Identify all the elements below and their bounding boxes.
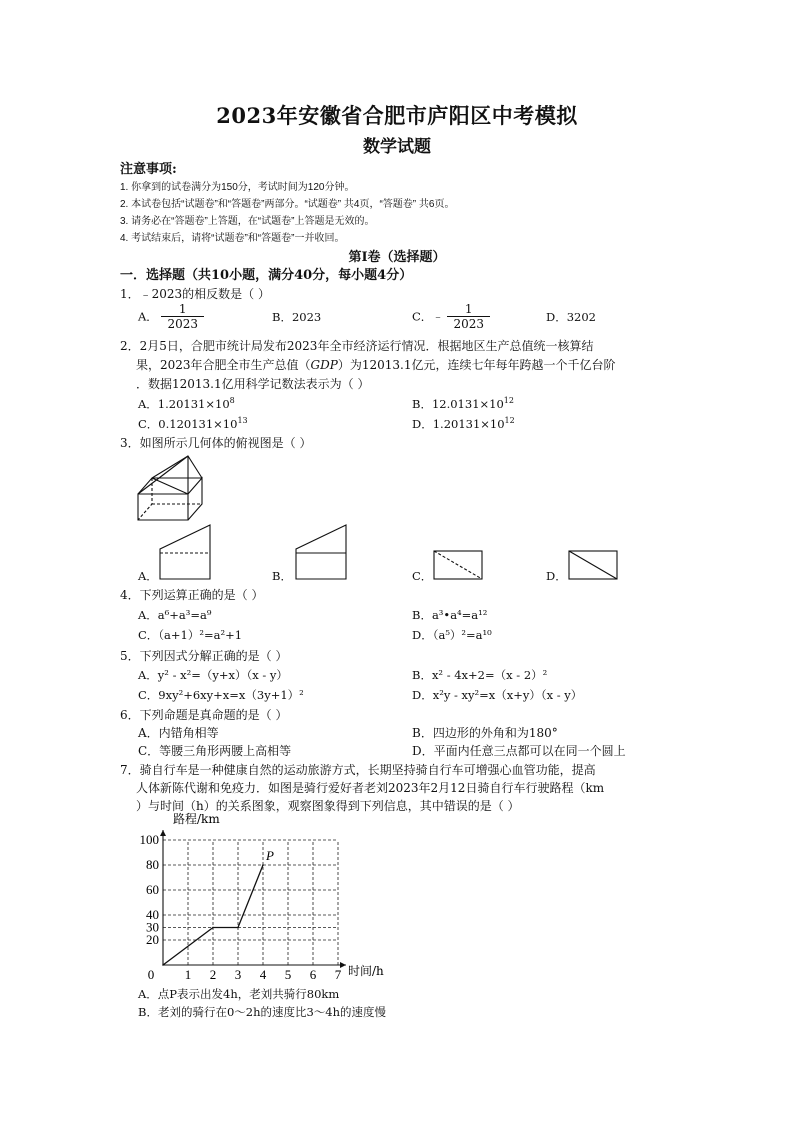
question-6-stem: 6．下列命题是真命题的是（ ） <box>120 708 288 722</box>
option-d-figure <box>567 549 619 581</box>
notice-item: 3. 请务必在“答题卷”上答题，在“试题卷”上答题是无效的。 <box>120 216 375 227</box>
outline <box>296 525 346 579</box>
question-2-option-d <box>412 416 515 432</box>
question-5-option-a: A．y² - x²=（y+x）（x - y） <box>138 668 288 682</box>
notice-item: 1. 你拿到的试卷满分为150分，考试时间为120分钟。 <box>120 182 355 193</box>
exponent: 8 <box>229 396 235 406</box>
part-title: 第Ⅰ卷（选择题） <box>348 250 446 265</box>
question-1-option-a <box>138 302 204 331</box>
question-6-option-c: C．等腰三角形两腰上高相等 <box>138 744 292 758</box>
x-tick-label: 3 <box>234 967 242 982</box>
fraction <box>161 302 204 331</box>
question-3-option-a-label: A． <box>138 569 158 583</box>
denominator: 2023 <box>453 317 485 331</box>
exponent: 12 <box>504 416 515 426</box>
front-face <box>138 494 188 520</box>
question-5-stem: 5．下列因式分解正确的是（ ） <box>120 649 288 663</box>
section-title: 一．选择题（共10小题，满分40分，每小题4分） <box>120 268 413 283</box>
x-tick-label: 0 <box>147 967 155 982</box>
page-title: 2023年安徽省合肥市庐阳区中考模拟 <box>216 103 578 128</box>
question-5-option-b: B．x² - 4x+2=（x - 2）² <box>412 668 548 682</box>
text: D．1.20131×10 <box>412 417 505 431</box>
x-axis-label: 时间/h <box>348 964 384 978</box>
question-2-option-a <box>138 396 235 412</box>
question-3-option-d-label: D． <box>546 569 567 583</box>
right-face <box>188 478 202 520</box>
y-tick-label: 80 <box>146 857 159 872</box>
option-label: C．﹣ <box>412 309 444 324</box>
option-c-figure <box>432 549 484 581</box>
page-subtitle: 数学试题 <box>363 137 431 157</box>
dashed-diagonal <box>434 551 482 579</box>
numerator: 1 <box>161 302 204 317</box>
question-7-line: 人体新陈代谢和免疫力．如图是骑行爱好者老刘2023年2月12日骑自行车行驶路程（km <box>136 781 605 795</box>
fraction <box>447 302 490 331</box>
denominator: 2023 <box>167 317 199 331</box>
x-tick-label: 7 <box>334 967 342 982</box>
question-7-line: 7．骑自行车是一种健康自然的运动旅游方式，长期坚持骑自行车可增强心血管功能，提高 <box>120 763 596 777</box>
y-tick-label: 20 <box>146 932 159 947</box>
question-3-stem: 3．如图所示几何体的俯视图是（ ） <box>120 436 312 450</box>
y-tick-label: 40 <box>146 907 159 922</box>
question-2-option-c <box>138 416 248 432</box>
y-axis-arrow <box>160 830 166 836</box>
question-7-option-a: A．点P表示出发4h，老刘共骑行80km <box>138 987 340 1001</box>
notice-item: 4. 考试结束后，请将“试题卷”和“答题卷”一并收回。 <box>120 233 345 244</box>
text: ）为12013.1亿元，连续七年每年跨越一个千亿台阶 <box>337 358 616 372</box>
wedge-diagonal <box>152 478 188 494</box>
outline <box>160 525 210 579</box>
question-5-option-d: D．x²y - xy²=x（x+y）（x - y） <box>412 688 583 702</box>
question-3-option-c-label: C． <box>412 569 433 583</box>
option-a-figure <box>158 523 214 581</box>
exponent: 13 <box>237 416 248 426</box>
question-2-line: ．数据12013.1亿用科学记数法表示为（ ） <box>136 377 370 391</box>
solid-diagonal <box>569 551 617 579</box>
notice-heading: 注意事项: <box>120 162 177 177</box>
question-4-option-d: D．（a⁵）²=a¹⁰ <box>412 628 492 642</box>
x-tick-label: 5 <box>284 967 292 982</box>
data-point <box>212 927 214 929</box>
data-point <box>262 864 264 866</box>
solid-figure <box>130 450 210 522</box>
text: C．0.120131×10 <box>138 417 238 431</box>
numerator: 1 <box>447 302 490 317</box>
hidden-edges <box>138 478 202 520</box>
x-tick-label: 6 <box>309 967 317 982</box>
question-6-option-d: D．平面内任意三点都可以在同一个圆上 <box>412 744 626 758</box>
question-4-stem: 4．下列运算正确的是（ ） <box>120 588 264 602</box>
option-b-figure <box>294 523 350 581</box>
x-tick-label: 1 <box>184 967 192 982</box>
x-tick-label: 4 <box>259 967 267 982</box>
question-1-option-d: D．3202 <box>546 310 596 324</box>
notice-item: 2. 本试卷包括“试题卷”和“答题卷”两部分。“试题卷” 共4页，“答题卷” 共6页。 <box>120 199 455 210</box>
wedge-top <box>152 456 202 478</box>
question-1-option-b: B．2023 <box>272 310 322 324</box>
exponent: 12 <box>503 396 514 406</box>
question-2-line <box>136 356 615 373</box>
question-2-line: 2．2月5日，合肥市统计局发布2023年全市经济运行情况．根据地区生产总值统一核算结 <box>120 339 594 353</box>
data-point <box>237 927 239 929</box>
question-5-option-c: C．9xy²+6xy+x=x（3y+1）² <box>138 688 304 702</box>
y-tick-label: 30 <box>146 919 159 935</box>
question-2-option-b <box>412 396 514 412</box>
wedge-front <box>138 456 188 494</box>
question-4-option-b: B．a³•a⁴=a¹² <box>412 608 488 622</box>
y-axis-label: 路程/km <box>173 812 220 826</box>
text: B．12.0131×10 <box>412 397 504 411</box>
question-4-option-a: A．a⁶+a³=a⁹ <box>138 608 212 622</box>
question-3-option-b-label: B． <box>272 569 292 583</box>
question-1-stem: 1．﹣2023的相反数是（ ） <box>120 287 270 301</box>
text: A．1.20131×10 <box>138 397 230 411</box>
question-1-option-c <box>412 302 490 331</box>
data-point <box>162 964 164 966</box>
question-7-option-b: B．老刘的骑行在0～2h的速度比3～4h的速度慢 <box>138 1005 387 1019</box>
x-tick-label: 2 <box>209 967 217 982</box>
question-7-line: ）与时间（h）的关系图象，观察图象得到下列信息，其中错误的是（ ） <box>136 799 520 813</box>
question-6-option-a: A．内错角相等 <box>138 726 219 740</box>
question-6-option-b: B．四边形的外角和为180° <box>412 726 558 740</box>
question-4-option-c: C．（a+1）²=a²+1 <box>138 628 243 642</box>
distance-time-chart <box>130 810 400 986</box>
y-tick-label: 100 <box>139 832 159 847</box>
y-tick-label: 60 <box>146 882 159 897</box>
point-p-label: P <box>266 848 274 863</box>
text: 果，2023年合肥全市生产总值（ <box>136 358 311 372</box>
gdp-text: GDP <box>310 358 338 372</box>
option-label: A． <box>138 309 158 324</box>
